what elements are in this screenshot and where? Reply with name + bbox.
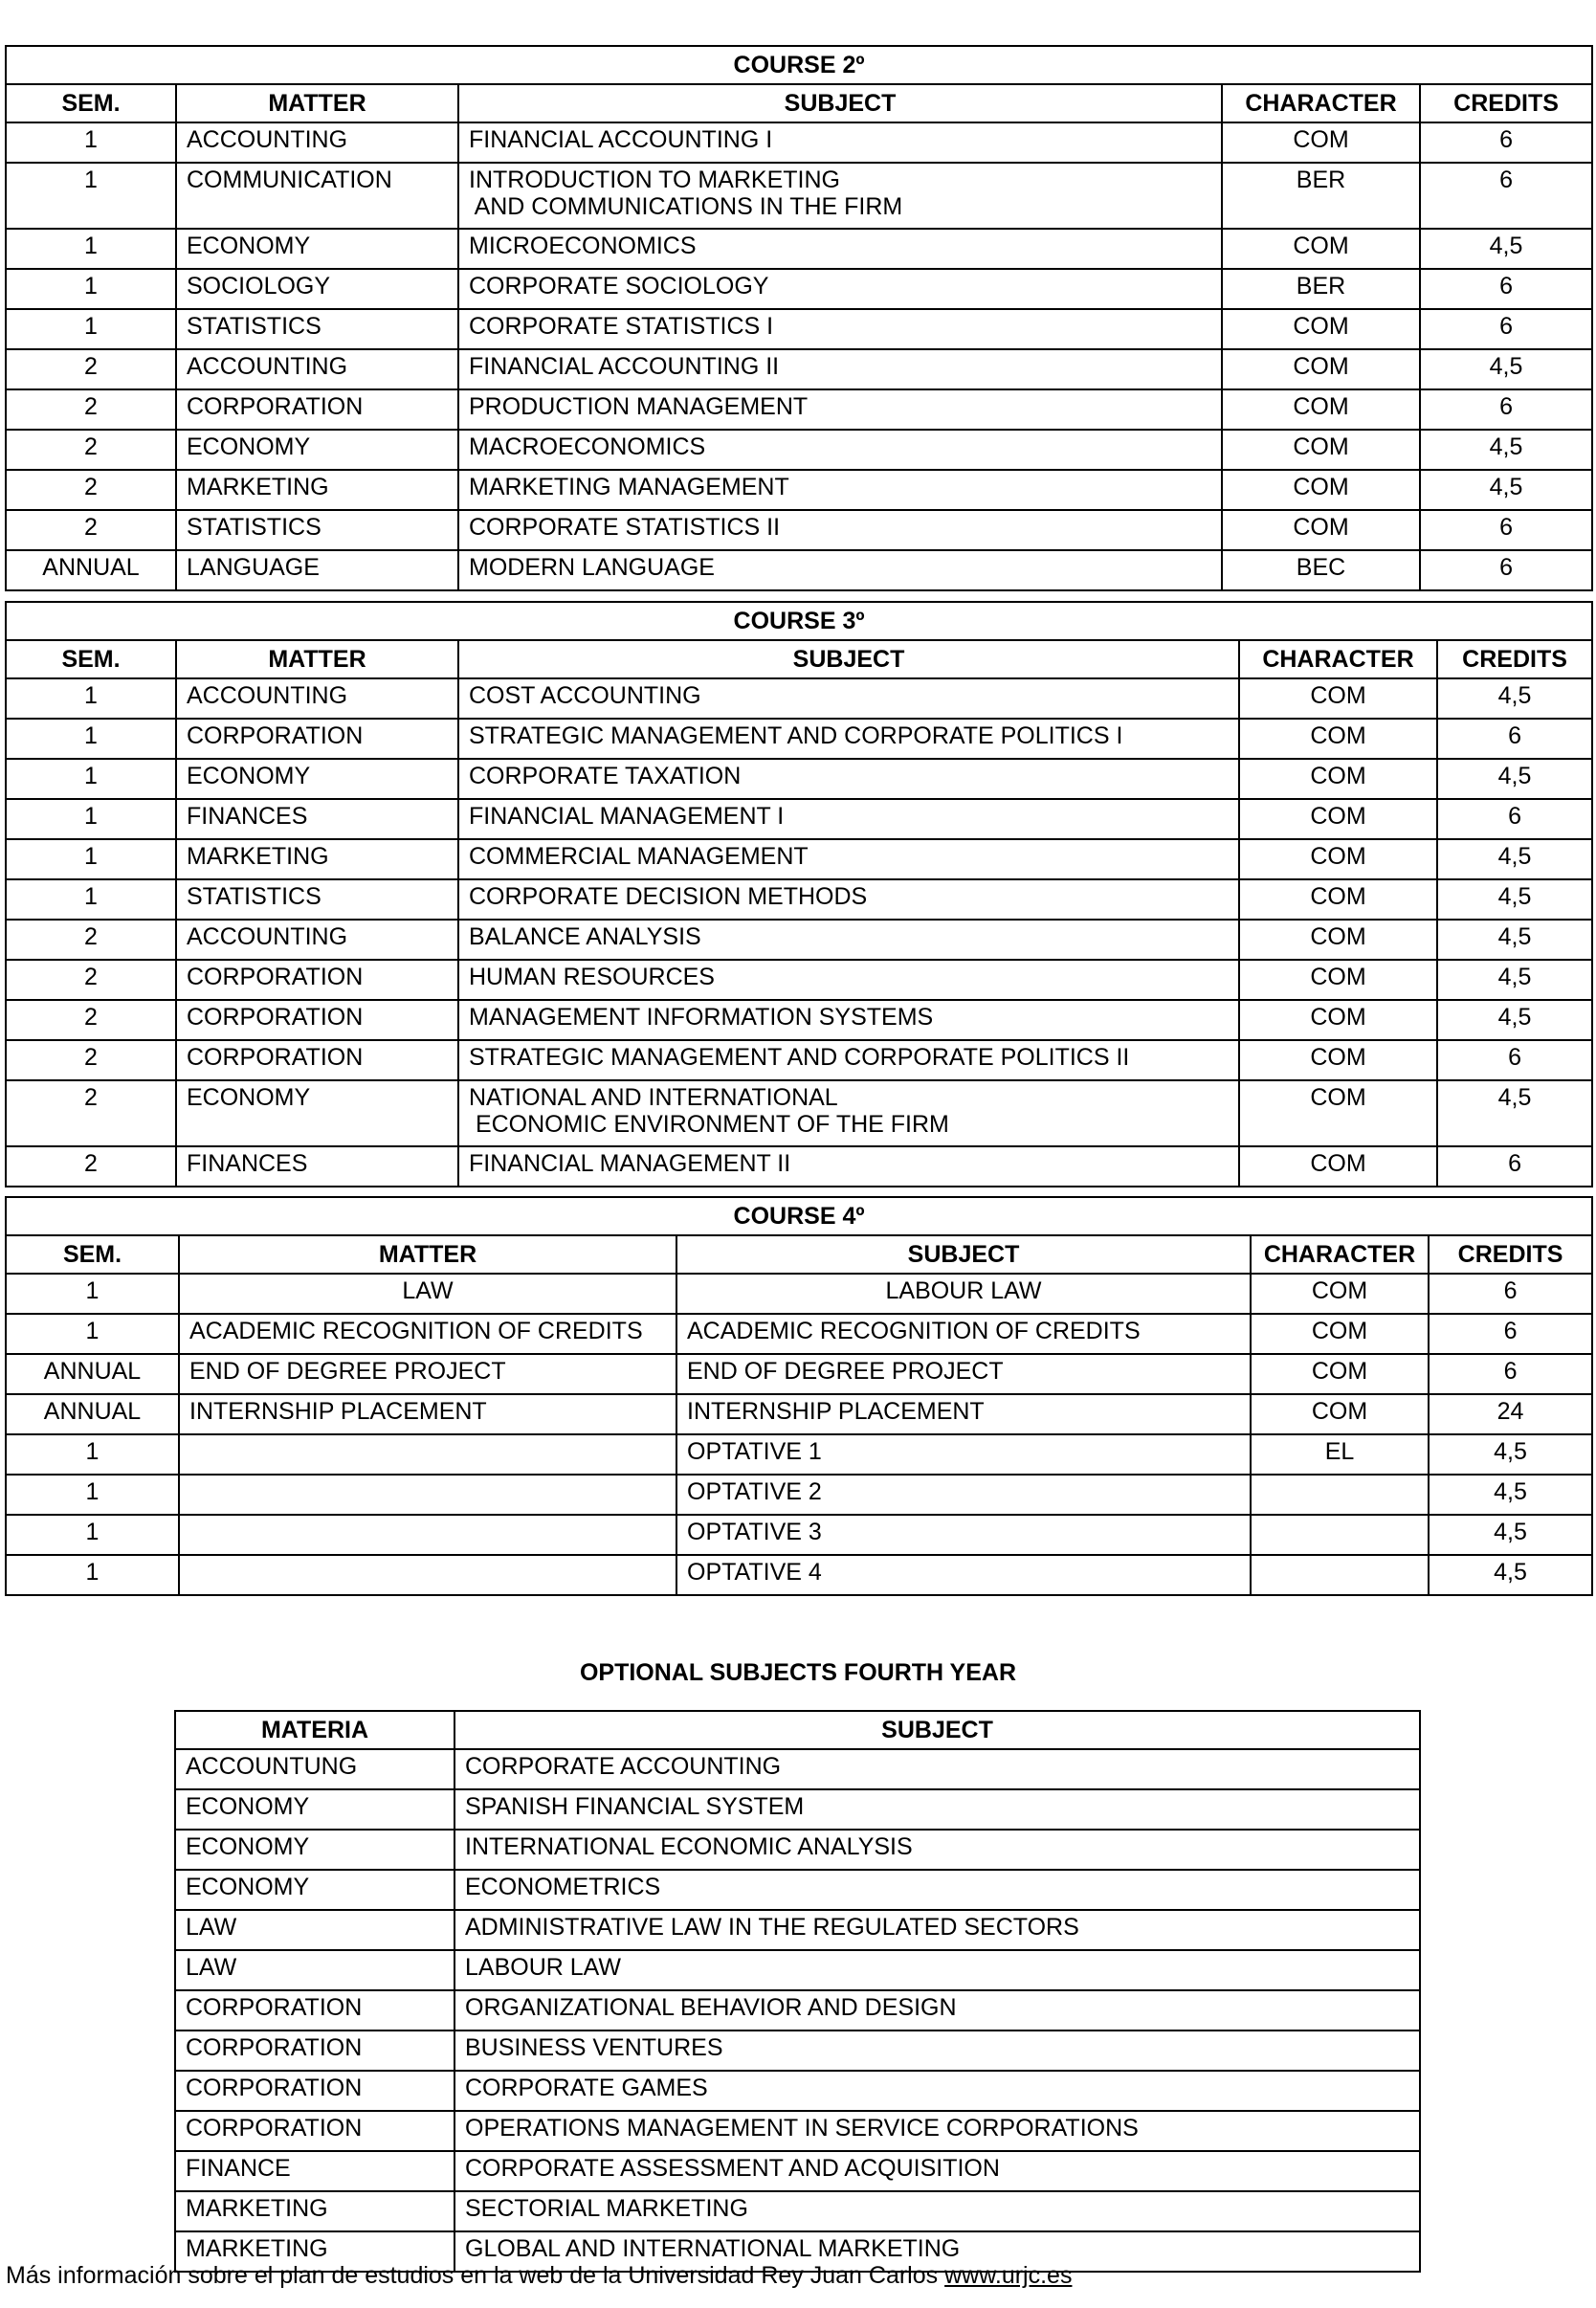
credits-cell: 4,5 <box>1429 1434 1592 1475</box>
table-row <box>175 2031 1420 2071</box>
subject-cell: STRATEGIC MANAGEMENT AND CORPORATE POLITICS I <box>458 719 1239 759</box>
optional-subjects-table <box>174 1710 1421 2273</box>
subject-cell: CORPORATE TAXATION <box>458 759 1239 799</box>
sem-cell: 1 <box>6 1515 179 1555</box>
character-cell: COM <box>1251 1354 1429 1394</box>
character-cell: COM <box>1251 1314 1429 1354</box>
subject-cell: CORPORATE ASSESSMENT AND ACQUISITION <box>454 2151 1420 2191</box>
header-credits: CREDITS <box>1420 84 1592 122</box>
subject-cell: MANAGEMENT INFORMATION SYSTEMS <box>458 1000 1239 1040</box>
matter-cell: STATISTICS <box>176 879 458 920</box>
matter-cell: END OF DEGREE PROJECT <box>179 1354 676 1394</box>
table-row <box>175 2071 1420 2111</box>
subject-cell: OPTATIVE 4 <box>676 1555 1251 1595</box>
sem-cell: ANNUAL <box>6 1394 179 1434</box>
sem-cell: 2 <box>6 1040 176 1080</box>
character-cell <box>1251 1475 1429 1515</box>
character-cell: EL <box>1251 1434 1429 1475</box>
table-row <box>6 510 1592 550</box>
table-row <box>6 719 1592 759</box>
table-row <box>175 1789 1420 1830</box>
urjc-link[interactable]: www.urjc.es <box>944 2262 1073 2289</box>
sem-cell: 1 <box>6 269 176 309</box>
credits-cell: 4,5 <box>1429 1475 1592 1515</box>
header-subject: SUBJECT <box>458 84 1222 122</box>
subject-cell: COMMERCIAL MANAGEMENT <box>458 839 1239 879</box>
character-cell: COM <box>1239 920 1437 960</box>
materia-cell: LAW <box>175 1950 454 1990</box>
table-row <box>6 1515 1592 1555</box>
character-cell: COM <box>1222 470 1420 510</box>
sem-cell: ANNUAL <box>6 1354 179 1394</box>
table-row <box>175 1870 1420 1910</box>
subject-cell: SECTORIAL MARKETING <box>454 2191 1420 2231</box>
character-cell: COM <box>1222 389 1420 430</box>
sem-cell: ANNUAL <box>6 550 176 590</box>
table-row <box>6 1434 1592 1475</box>
subject-cell: HUMAN RESOURCES <box>458 960 1239 1000</box>
table-row <box>6 759 1592 799</box>
matter-cell: FINANCES <box>176 799 458 839</box>
matter-cell: LAW <box>179 1274 676 1314</box>
subject-cell: LABOUR LAW <box>454 1950 1420 1990</box>
sem-cell: 1 <box>6 163 176 229</box>
subject-cell: COST ACCOUNTING <box>458 678 1239 719</box>
credits-cell: 4,5 <box>1437 839 1592 879</box>
matter-cell: COMMUNICATION <box>176 163 458 229</box>
materia-cell: ACCOUNTUNG <box>175 1749 454 1789</box>
sem-cell: 1 <box>6 678 176 719</box>
matter-cell: ECONOMY <box>176 1080 458 1146</box>
character-cell: COM <box>1222 510 1420 550</box>
character-cell: COM <box>1239 839 1437 879</box>
table-row <box>6 163 1592 229</box>
credits-cell: 4,5 <box>1429 1515 1592 1555</box>
subject-cell: INTRODUCTION TO MARKETING AND COMMUNICATIONS IN THE FIRM <box>458 163 1222 229</box>
footer-note <box>6 2261 1072 2290</box>
subject-cell: NATIONAL AND INTERNATIONAL ECONOMIC ENVIRONMENT OF THE FIRM <box>458 1080 1239 1146</box>
materia-cell: CORPORATION <box>175 1990 454 2031</box>
character-cell: COM <box>1239 719 1437 759</box>
table-row <box>175 1950 1420 1990</box>
materia-cell: LAW <box>175 1910 454 1950</box>
table-row <box>6 229 1592 269</box>
sem-cell: 1 <box>6 759 176 799</box>
subject-cell: OPTATIVE 1 <box>676 1434 1251 1475</box>
table-row <box>6 389 1592 430</box>
header-subject: SUBJECT <box>458 640 1239 678</box>
table-row <box>6 269 1592 309</box>
materia-cell: ECONOMY <box>175 1870 454 1910</box>
materia-cell: CORPORATION <box>175 2111 454 2151</box>
materia-cell: ECONOMY <box>175 1830 454 1870</box>
header-sem: SEM. <box>6 84 176 122</box>
character-cell <box>1251 1515 1429 1555</box>
matter-cell: CORPORATION <box>176 389 458 430</box>
character-cell: COM <box>1222 349 1420 389</box>
matter-cell: MARKETING <box>176 470 458 510</box>
materia-cell: MARKETING <box>175 2231 454 2272</box>
subject-cell: CORPORATE STATISTICS II <box>458 510 1222 550</box>
sem-cell: 1 <box>6 229 176 269</box>
sem-cell: 1 <box>6 719 176 759</box>
character-cell: COM <box>1239 960 1437 1000</box>
table-row <box>6 1146 1592 1187</box>
subject-cell: ECONOMETRICS <box>454 1870 1420 1910</box>
sem-cell: 2 <box>6 1000 176 1040</box>
character-cell: COM <box>1222 122 1420 163</box>
table-row <box>175 2111 1420 2151</box>
sem-cell: 1 <box>6 122 176 163</box>
header-subject: SUBJECT <box>676 1235 1251 1274</box>
materia-cell: MARKETING <box>175 2191 454 2231</box>
optional-subjects-title: OPTIONAL SUBJECTS FOURTH YEAR <box>579 1659 1017 1686</box>
character-cell: BER <box>1222 269 1420 309</box>
subject-cell: FINANCIAL ACCOUNTING I <box>458 122 1222 163</box>
character-cell <box>1251 1555 1429 1595</box>
table-row <box>175 1749 1420 1789</box>
materia-cell: ECONOMY <box>175 1789 454 1830</box>
header-character: CHARACTER <box>1222 84 1420 122</box>
sem-cell: 2 <box>6 510 176 550</box>
sem-cell: 1 <box>6 1555 179 1595</box>
credits-cell: 4,5 <box>1420 229 1592 269</box>
subject-cell: FINANCIAL ACCOUNTING II <box>458 349 1222 389</box>
character-cell: COM <box>1251 1394 1429 1434</box>
matter-cell: ECONOMY <box>176 430 458 470</box>
table-row <box>175 1830 1420 1870</box>
credits-cell: 4,5 <box>1437 1080 1592 1146</box>
character-cell: BER <box>1222 163 1420 229</box>
matter-cell <box>179 1515 676 1555</box>
credits-cell: 4,5 <box>1420 349 1592 389</box>
sem-cell: 2 <box>6 1146 176 1187</box>
sem-cell: 2 <box>6 389 176 430</box>
table-row <box>6 678 1592 719</box>
character-cell: COM <box>1222 309 1420 349</box>
subject-cell: MICROECONOMICS <box>458 229 1222 269</box>
sem-cell: 1 <box>6 1475 179 1515</box>
matter-cell: ACCOUNTING <box>176 122 458 163</box>
credits-cell: 6 <box>1429 1354 1592 1394</box>
matter-cell <box>179 1434 676 1475</box>
header-matter: MATTER <box>176 84 458 122</box>
credits-cell: 6 <box>1420 510 1592 550</box>
credits-cell: 4,5 <box>1437 1000 1592 1040</box>
matter-cell: MARKETING <box>176 839 458 879</box>
header-credits: CREDITS <box>1437 640 1592 678</box>
matter-cell: CORPORATION <box>176 1000 458 1040</box>
credits-cell: 4,5 <box>1420 430 1592 470</box>
matter-cell <box>179 1475 676 1515</box>
subject-cell: OPTATIVE 2 <box>676 1475 1251 1515</box>
table-row <box>6 1314 1592 1354</box>
table-row <box>175 2191 1420 2231</box>
table-row <box>6 799 1592 839</box>
header-character: CHARACTER <box>1239 640 1437 678</box>
credits-cell: 4,5 <box>1437 879 1592 920</box>
credits-cell: 6 <box>1437 1040 1592 1080</box>
character-cell: COM <box>1239 799 1437 839</box>
course-2-table <box>5 45 1593 591</box>
character-cell: COM <box>1222 430 1420 470</box>
character-cell: COM <box>1239 1000 1437 1040</box>
table-row <box>6 1555 1592 1595</box>
sem-cell: 2 <box>6 920 176 960</box>
subject-cell: CORPORATE SOCIOLOGY <box>458 269 1222 309</box>
table-row <box>6 470 1592 510</box>
course-3-table <box>5 601 1593 1187</box>
subject-cell: FINANCIAL MANAGEMENT I <box>458 799 1239 839</box>
sem-cell: 2 <box>6 960 176 1000</box>
table-row <box>6 920 1592 960</box>
header-sem: SEM. <box>6 1235 179 1274</box>
materia-cell: CORPORATION <box>175 2031 454 2071</box>
subject-cell: INTERNSHIP PLACEMENT <box>676 1394 1251 1434</box>
course-title: COURSE 4º <box>6 1197 1592 1235</box>
credits-cell: 6 <box>1420 389 1592 430</box>
credits-cell: 6 <box>1437 799 1592 839</box>
credits-cell: 6 <box>1437 719 1592 759</box>
header-matter: MATTER <box>176 640 458 678</box>
subject-cell: CORPORATE GAMES <box>454 2071 1420 2111</box>
subject-cell: BUSINESS VENTURES <box>454 2031 1420 2071</box>
table-row <box>6 1040 1592 1080</box>
subject-cell: GLOBAL AND INTERNATIONAL MARKETING <box>454 2231 1420 2272</box>
character-cell: COM <box>1222 229 1420 269</box>
subject-cell: CORPORATE STATISTICS I <box>458 309 1222 349</box>
subject-cell: BALANCE ANALYSIS <box>458 920 1239 960</box>
credits-cell: 6 <box>1420 269 1592 309</box>
course-4-table <box>5 1196 1593 1596</box>
table-row <box>6 1080 1592 1146</box>
table-row <box>6 430 1592 470</box>
table-row <box>175 1910 1420 1950</box>
matter-cell: LANGUAGE <box>176 550 458 590</box>
table-row <box>175 1990 1420 2031</box>
header-character: CHARACTER <box>1251 1235 1429 1274</box>
sem-cell: 2 <box>6 349 176 389</box>
table-row <box>6 879 1592 920</box>
subject-cell: CORPORATE DECISION METHODS <box>458 879 1239 920</box>
character-cell: COM <box>1239 759 1437 799</box>
sem-cell: 1 <box>6 1274 179 1314</box>
subject-cell: STRATEGIC MANAGEMENT AND CORPORATE POLITICS II <box>458 1040 1239 1080</box>
matter-cell: FINANCES <box>176 1146 458 1187</box>
matter-cell: ACCOUNTING <box>176 349 458 389</box>
table-row <box>6 1475 1592 1515</box>
subject-cell: OPERATIONS MANAGEMENT IN SERVICE CORPORATIONS <box>454 2111 1420 2151</box>
matter-cell: STATISTICS <box>176 510 458 550</box>
character-cell: COM <box>1239 1080 1437 1146</box>
credits-cell: 6 <box>1437 1146 1592 1187</box>
subject-cell: MACROECONOMICS <box>458 430 1222 470</box>
course-title: COURSE 3º <box>6 602 1592 640</box>
matter-cell: ACCOUNTING <box>176 678 458 719</box>
credits-cell: 4,5 <box>1437 960 1592 1000</box>
materia-cell: FINANCE <box>175 2151 454 2191</box>
matter-cell: STATISTICS <box>176 309 458 349</box>
credits-cell: 6 <box>1420 163 1592 229</box>
header-credits: CREDITS <box>1429 1235 1592 1274</box>
matter-cell: SOCIOLOGY <box>176 269 458 309</box>
matter-cell: INTERNSHIP PLACEMENT <box>179 1394 676 1434</box>
credits-cell: 4,5 <box>1429 1555 1592 1595</box>
credits-cell: 6 <box>1429 1314 1592 1354</box>
sem-cell: 1 <box>6 309 176 349</box>
subject-cell: MARKETING MANAGEMENT <box>458 470 1222 510</box>
course-title: COURSE 2º <box>6 46 1592 84</box>
credits-cell: 6 <box>1420 122 1592 163</box>
footer-text: Más información sobre el plan de estudios en la web de la Universidad Rey Juan Carlos <box>6 2262 945 2289</box>
table-row <box>6 349 1592 389</box>
sem-cell: 1 <box>6 1314 179 1354</box>
matter-cell: ECONOMY <box>176 229 458 269</box>
subject-cell: OPTATIVE 3 <box>676 1515 1251 1555</box>
subject-cell: ADMINISTRATIVE LAW IN THE REGULATED SECTORS <box>454 1910 1420 1950</box>
credits-cell: 24 <box>1429 1394 1592 1434</box>
sem-cell: 1 <box>6 799 176 839</box>
subject-cell: CORPORATE ACCOUNTING <box>454 1749 1420 1789</box>
table-row <box>6 1354 1592 1394</box>
subject-cell: FINANCIAL MANAGEMENT II <box>458 1146 1239 1187</box>
credits-cell: 4,5 <box>1420 470 1592 510</box>
table-row <box>6 960 1592 1000</box>
credits-cell: 6 <box>1420 309 1592 349</box>
sem-cell: 1 <box>6 839 176 879</box>
character-cell: COM <box>1239 678 1437 719</box>
character-cell: COM <box>1239 1040 1437 1080</box>
sem-cell: 2 <box>6 430 176 470</box>
credits-cell: 4,5 <box>1437 678 1592 719</box>
character-cell: COM <box>1251 1274 1429 1314</box>
credits-cell: 6 <box>1429 1274 1592 1314</box>
subject-cell: MODERN LANGUAGE <box>458 550 1222 590</box>
table-row <box>6 839 1592 879</box>
character-cell: BEC <box>1222 550 1420 590</box>
subject-cell: ACADEMIC RECOGNITION OF CREDITS <box>676 1314 1251 1354</box>
subject-cell: INTERNATIONAL ECONOMIC ANALYSIS <box>454 1830 1420 1870</box>
matter-cell: ACADEMIC RECOGNITION OF CREDITS <box>179 1314 676 1354</box>
character-cell: COM <box>1239 1146 1437 1187</box>
table-row <box>6 550 1592 590</box>
header-subject: SUBJECT <box>454 1711 1420 1749</box>
materia-cell: CORPORATION <box>175 2071 454 2111</box>
table-row <box>6 309 1592 349</box>
sem-cell: 1 <box>6 879 176 920</box>
matter-cell <box>179 1555 676 1595</box>
subject-cell: ORGANIZATIONAL BEHAVIOR AND DESIGN <box>454 1990 1420 2031</box>
credits-cell: 4,5 <box>1437 920 1592 960</box>
credits-cell: 6 <box>1420 550 1592 590</box>
matter-cell: CORPORATION <box>176 1040 458 1080</box>
header-materia: MATERIA <box>175 1711 454 1749</box>
subject-cell: LABOUR LAW <box>676 1274 1251 1314</box>
matter-cell: CORPORATION <box>176 719 458 759</box>
table-row <box>175 2151 1420 2191</box>
subject-cell: PRODUCTION MANAGEMENT <box>458 389 1222 430</box>
table-row <box>6 1000 1592 1040</box>
sem-cell: 2 <box>6 1080 176 1146</box>
sem-cell: 2 <box>6 470 176 510</box>
table-row <box>6 1394 1592 1434</box>
table-row <box>6 1274 1592 1314</box>
header-sem: SEM. <box>6 640 176 678</box>
matter-cell: ACCOUNTING <box>176 920 458 960</box>
sem-cell: 1 <box>6 1434 179 1475</box>
character-cell: COM <box>1239 879 1437 920</box>
subject-cell: SPANISH FINANCIAL SYSTEM <box>454 1789 1420 1830</box>
matter-cell: CORPORATION <box>176 960 458 1000</box>
subject-cell: END OF DEGREE PROJECT <box>676 1354 1251 1394</box>
table-row <box>6 122 1592 163</box>
credits-cell: 4,5 <box>1437 759 1592 799</box>
header-matter: MATTER <box>179 1235 676 1274</box>
matter-cell: ECONOMY <box>176 759 458 799</box>
